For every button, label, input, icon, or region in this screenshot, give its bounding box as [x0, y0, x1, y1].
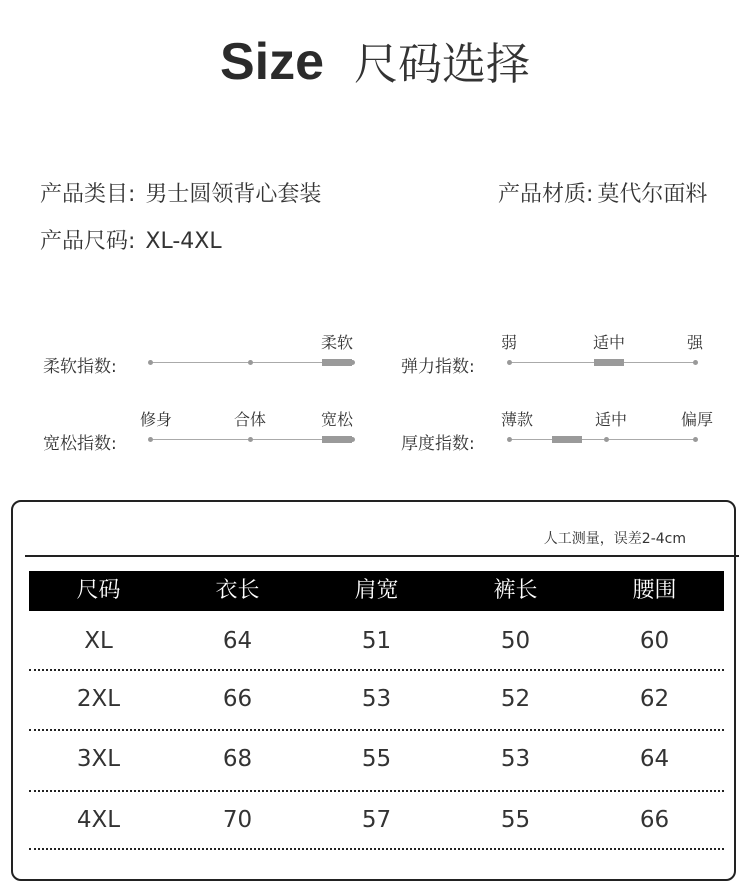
header-size: 尺码: [76, 578, 121, 603]
cell-shoulder-width: 55: [361, 746, 392, 772]
page-title: [0, 30, 750, 106]
info-material: [498, 180, 707, 210]
softness-index-label: 柔软指数:: [43, 357, 117, 377]
category-label: 产品类目:: [40, 182, 136, 207]
size-value: XL-4XL: [145, 229, 222, 254]
softness-option-3: 柔软: [320, 333, 354, 352]
header-pants-length: 裤长: [493, 578, 538, 603]
cell-top-length: 64: [222, 628, 253, 654]
cell-top-length: 68: [222, 746, 253, 772]
cell-shoulder-width: 51: [361, 628, 392, 654]
thickness-option-3: 偏厚: [680, 410, 714, 429]
elasticity-dot-3: [693, 360, 698, 365]
cell-waist: 66: [639, 807, 670, 833]
thickness-dot-1: [507, 437, 512, 442]
fit-dot-2: [248, 437, 253, 442]
cell-pants-length: 53: [500, 746, 531, 772]
cell-top-length: 70: [222, 807, 253, 833]
cell-size: 3XL: [76, 746, 121, 772]
thickness-scale: [401, 410, 741, 470]
elasticity-option-1: 弱: [500, 333, 518, 352]
elasticity-option-3: 强: [686, 333, 704, 352]
fit-option-2: 合体: [233, 410, 267, 429]
thickness-dot-3: [693, 437, 698, 442]
title-english: Size: [219, 33, 325, 91]
cell-pants-length: 52: [500, 686, 531, 712]
table-row: [29, 731, 724, 792]
fit-option-1: 修身: [139, 410, 173, 429]
cell-waist: 64: [639, 746, 670, 772]
header-top-length: 衣长: [215, 578, 260, 603]
fit-option-3: 宽松: [320, 410, 354, 429]
info-size: [40, 227, 222, 257]
thickness-track: [509, 439, 695, 440]
cell-shoulder-width: 53: [361, 686, 392, 712]
elasticity-level-marker: [594, 359, 624, 366]
thickness-dot-2: [604, 437, 609, 442]
material-value: 莫代尔面料: [597, 182, 708, 207]
cell-top-length: 66: [222, 686, 253, 712]
category-value: 男士圆领背心套装: [145, 182, 322, 207]
thickness-option-2: 适中: [594, 410, 628, 429]
info-category: [40, 180, 321, 210]
size-label: 产品尺码:: [40, 229, 136, 254]
table-header-row: [29, 571, 724, 611]
cell-size: 2XL: [76, 686, 121, 712]
fit-scale: [43, 410, 383, 470]
measurement-note: 人工测量，误差2-4cm: [543, 531, 686, 547]
header-shoulder-width: 肩宽: [354, 578, 399, 603]
elasticity-scale: [401, 333, 741, 393]
softness-dot-1: [148, 360, 153, 365]
cell-waist: 62: [639, 686, 670, 712]
cell-waist: 60: [639, 628, 670, 654]
cell-size: XL: [84, 628, 113, 654]
note-divider: [25, 555, 739, 557]
table-body: [29, 613, 724, 850]
cell-pants-length: 55: [500, 807, 531, 833]
size-table-card: [11, 500, 736, 881]
softness-scale: [43, 333, 383, 393]
title-chinese: 尺码选择: [354, 39, 531, 90]
elasticity-dot-1: [507, 360, 512, 365]
thickness-level-marker: [552, 436, 582, 443]
fit-index-label: 宽松指数:: [43, 434, 117, 454]
thickness-index-label: 厚度指数:: [401, 434, 475, 454]
thickness-option-1: 薄款: [500, 410, 534, 429]
softness-dot-2: [248, 360, 253, 365]
softness-level-marker: [322, 359, 352, 366]
elasticity-option-2: 适中: [592, 333, 626, 352]
table-row: [29, 613, 724, 671]
fit-level-marker: [322, 436, 352, 443]
cell-pants-length: 50: [500, 628, 531, 654]
cell-shoulder-width: 57: [361, 807, 392, 833]
table-row: [29, 671, 724, 731]
cell-size: 4XL: [76, 807, 121, 833]
material-label: 产品材质:: [498, 182, 594, 207]
fit-dot-1: [148, 437, 153, 442]
header-waist: 腰围: [632, 578, 677, 603]
table-row: [29, 792, 724, 850]
elasticity-index-label: 弹力指数:: [401, 357, 475, 377]
